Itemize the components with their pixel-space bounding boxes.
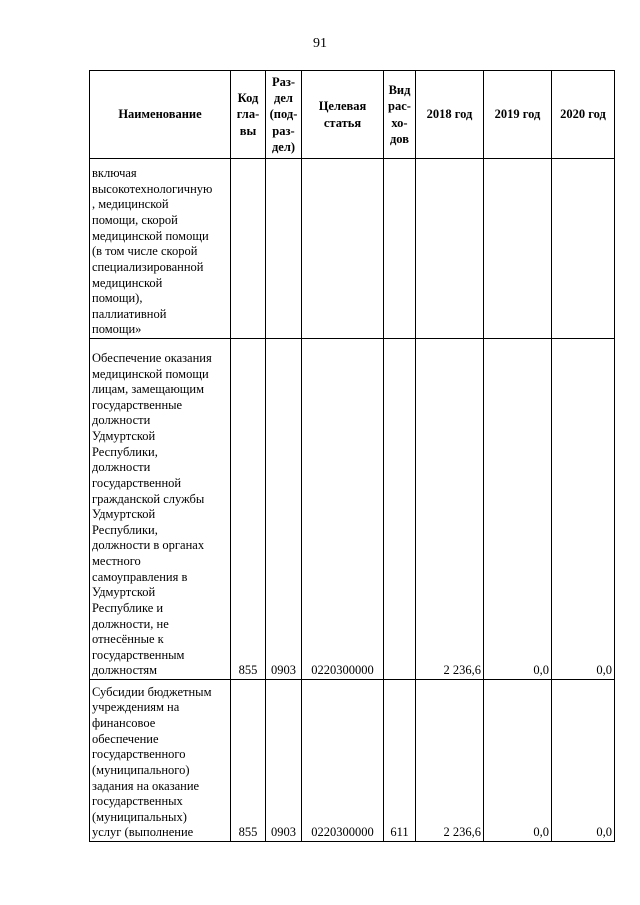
row-name: Обеспечение оказания медицинской помощи лицам, замещающим государственные должности Удмуртской Республики, должности государственной гражданской службы Удмуртской Республики, должности в органах местного самоуправления в Удмуртской Республике и должности, не отнесённые к государственным должностям — [90, 339, 231, 680]
row-target-item: 0220300000 — [302, 339, 384, 680]
table-header-row — [90, 71, 615, 159]
row-target-item — [302, 159, 384, 339]
row-2019 — [484, 159, 552, 339]
row-chapter-code: 855 — [231, 339, 266, 680]
header-name: Наименование — [90, 71, 231, 159]
page-number: 91 — [313, 36, 327, 51]
header-expense-type: Вид рас- хо- дов — [384, 71, 416, 159]
header-2019: 2019 год — [484, 71, 552, 159]
table-row — [90, 339, 615, 680]
header-2020: 2020 год — [552, 71, 615, 159]
row-chapter-code: 855 — [231, 680, 266, 842]
row-section — [266, 159, 302, 339]
table-row — [90, 159, 615, 339]
header-chapter-code: Код гла- вы — [231, 71, 266, 159]
header-target-item: Целевая статья — [302, 71, 384, 159]
row-2020 — [552, 159, 615, 339]
row-2019: 0,0 — [484, 339, 552, 680]
row-name: Субсидии бюджетным учреждениям на финансовое обеспечение государственного (муниципального) задания на оказание государственных (муниципальных) услуг (выполнение — [90, 680, 231, 842]
budget-table — [89, 70, 615, 842]
row-target-item: 0220300000 — [302, 680, 384, 842]
row-2018 — [416, 159, 484, 339]
row-expense-type: 611 — [384, 680, 416, 842]
row-2020: 0,0 — [552, 680, 615, 842]
table-row — [90, 680, 615, 842]
row-chapter-code — [231, 159, 266, 339]
row-section: 0903 — [266, 680, 302, 842]
row-2020: 0,0 — [552, 339, 615, 680]
row-section: 0903 — [266, 339, 302, 680]
row-name: включая высокотехнологичную , медицинской помощи, скорой медицинской помощи (в том числе скорой специализированной медицинской помощи), паллиативной помощи» — [90, 159, 231, 339]
header-2018: 2018 год — [416, 71, 484, 159]
header-section: Раз- дел (под- раз- дел) — [266, 71, 302, 159]
row-2018: 2 236,6 — [416, 680, 484, 842]
row-2018: 2 236,6 — [416, 339, 484, 680]
row-expense-type — [384, 159, 416, 339]
row-expense-type — [384, 339, 416, 680]
row-2019: 0,0 — [484, 680, 552, 842]
